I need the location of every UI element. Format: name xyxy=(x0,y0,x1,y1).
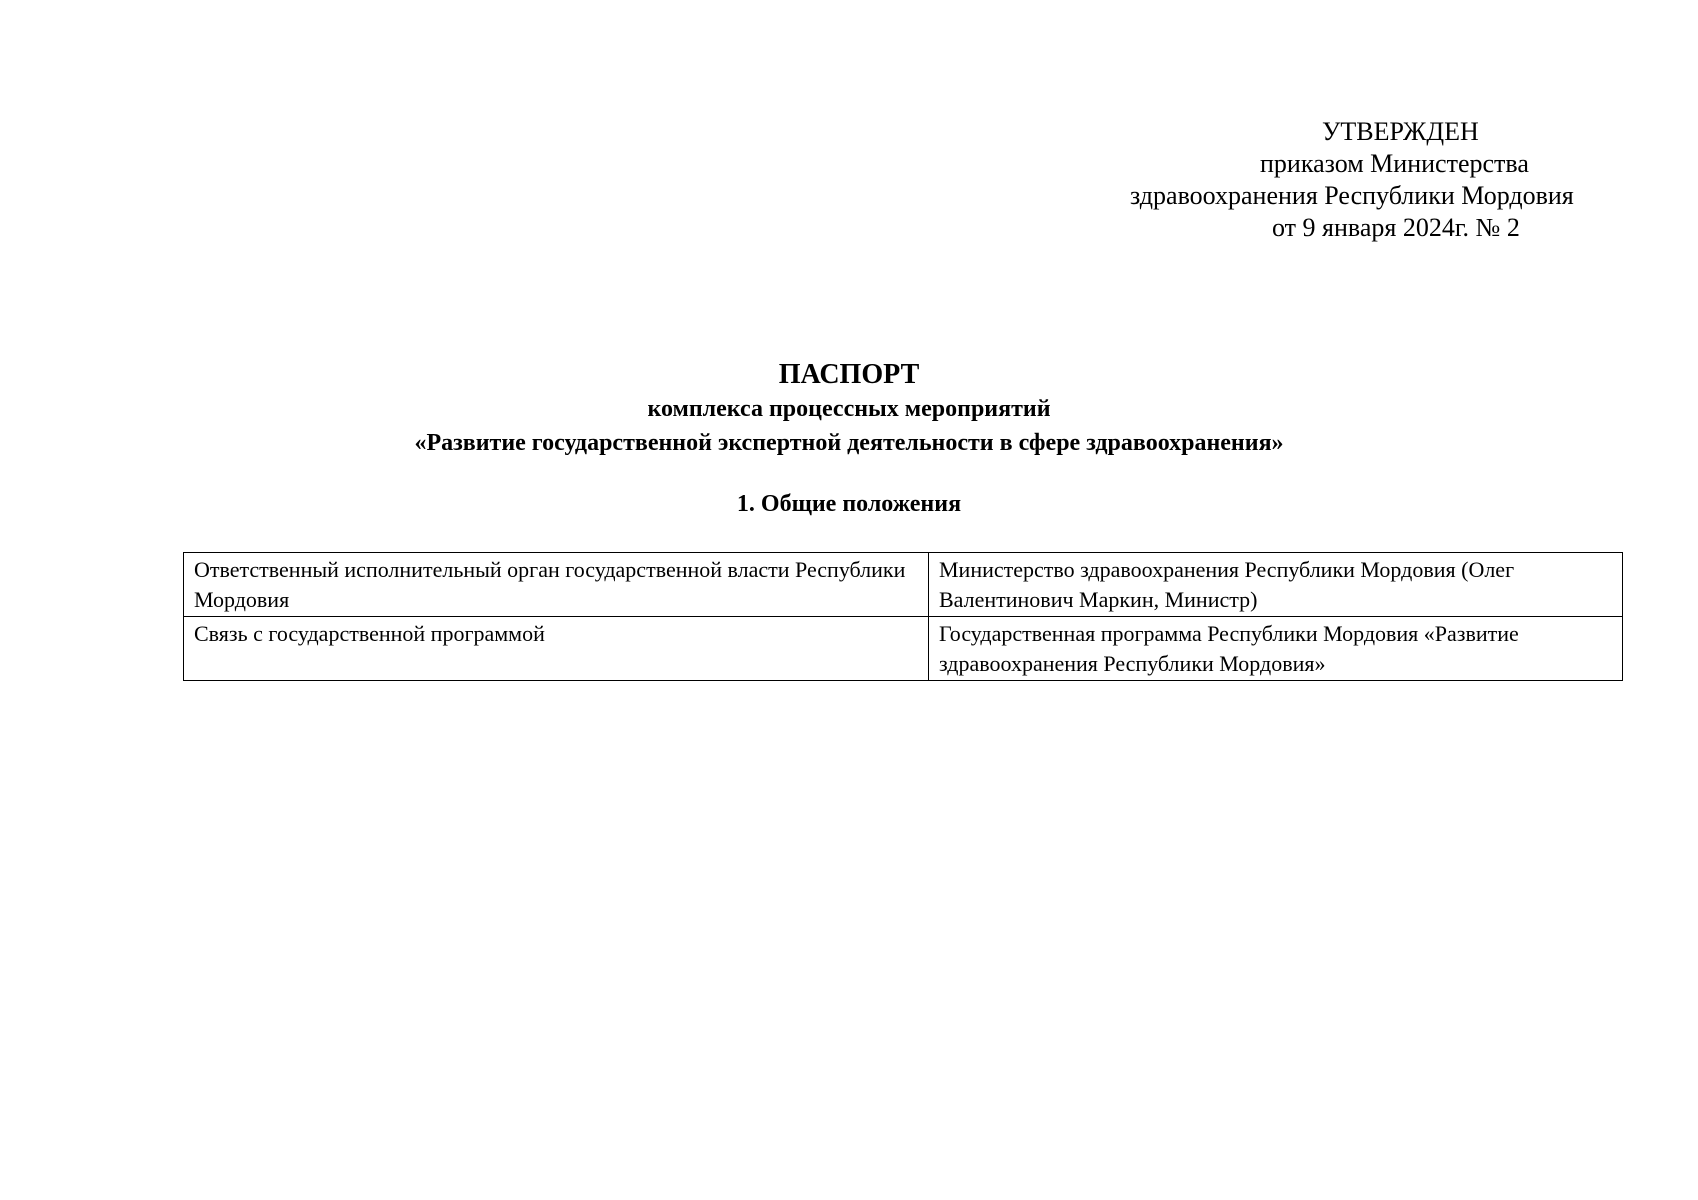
approval-heading: УТВЕРЖДЕН xyxy=(1322,117,1479,146)
approval-ministry-line: здравоохранения Республики Мордовия xyxy=(1130,181,1574,210)
table-cell-label: Ответственный исполнительный орган государственной власти Республики Мордовия xyxy=(184,553,929,617)
section-heading-general: 1. Общие положения xyxy=(736,491,962,517)
table-cell-label: Связь с государственной программой xyxy=(184,617,929,681)
document-title xyxy=(0,358,1698,460)
approval-order-line: приказом Министерства xyxy=(1260,149,1529,178)
table-row xyxy=(184,553,1623,617)
title-program-name: «Развитие государственной экспертной деятельности в сфере здравоохранения» xyxy=(414,430,1284,456)
table-cell-value: Министерство здравоохранения Республики Мордовия (Олег Валентинович Маркин, Министр) xyxy=(929,553,1623,617)
table-cell-value: Государственная программа Республики Мордовия «Развитие здравоохранения Республики Мордовия» xyxy=(929,617,1623,681)
title-passport: ПАСПОРТ xyxy=(778,359,920,390)
general-provisions-table xyxy=(183,552,1623,681)
approval-date-line: от 9 января 2024г. № 2 xyxy=(1272,213,1520,242)
approval-stamp xyxy=(1090,116,1670,244)
title-complex: комплекса процессных мероприятий xyxy=(647,396,1051,422)
table-row xyxy=(184,617,1623,681)
